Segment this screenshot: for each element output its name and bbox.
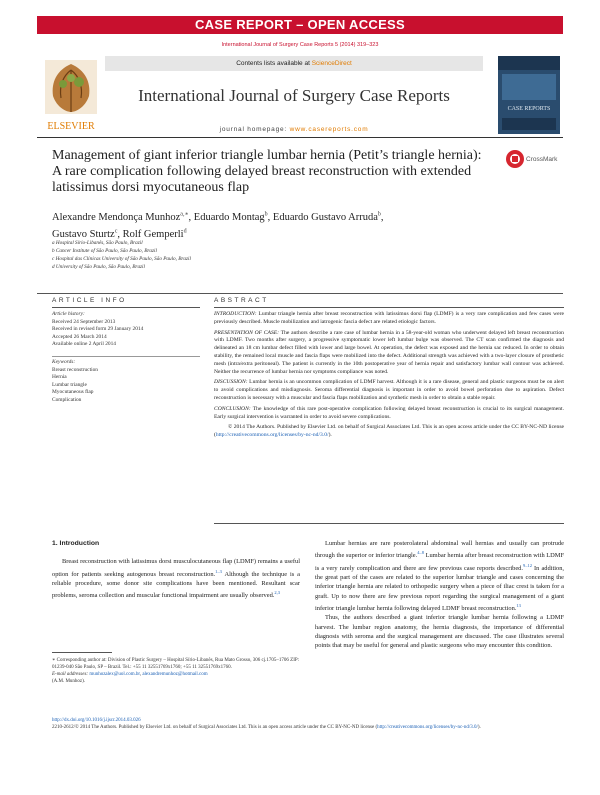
footnote-rule xyxy=(52,652,112,653)
abstract-presentation: PRESENTATION OF CASE: The authors describe a rare case of lumbar hernia in a 58-year-old woman who underwent delayed left breast reconstruction with LDMF. Two months after surgery, a progressive symptomatic lower left lumbar bulge was observed. The CT scan confirmed the diagnosis and delineated an 18 cm lumbar defect filled with lower and large bowel. At operation, the defect was exposed and the hernia sac reduced. In order to obtain stability, the remained local muscle and fascia flaps were mobilized into the defect. Additional strength was achieved with a two-layer closure of prosthetic mesh (intra/extra peritoneal). The patient is currently in the 10th postoperative year of hernia repair and satisfactory lumbar wall contour was achieved. Neither the recurrence of lumbar hernia nor symptoms compliance was noted. xyxy=(214,329,564,375)
author[interactable]: Alexandre Mendonça Munhoz$^{a,∗}$, xyxy=(52,211,194,223)
case-report-banner: CASE REPORT – OPEN ACCESS xyxy=(37,16,563,34)
doi-footer: http://dx.doi.org/10.1016/j.ijscr.2014.03.026 2210-2612/© 2014 The Authors. Published by Elsevier Ltd. on behalf of Surgical Associates Ltd. This is an open access article under the CC BY-NC-ND license (http://creativecommons.org/licenses/by-nc-nd/3.0/). xyxy=(52,718,564,731)
history-item: Received 24 September 2013 xyxy=(52,318,116,325)
abstract-divider xyxy=(214,307,564,308)
intro-paragraph-2: Lumbar hernias are rare posterolateral abdominal wall hernias and usually can protrude through the superior or inferior triangle.$^{4-8}$ Lumbar hernia after breast reconstruction with LDMF is a very rarely complication and there are few previous case reports described.$^{9-12}$ In addition, the great part of the cases are related to the superior lumbar triangle and cases concerning the inferior triangle hernia are related to orthopedic surgery when a piece of iliac crest is taken for a graft. Up to now there are few previous report regarding the surgical management of a giant inferior triangle lumbar hernia following delayed LDMF breast reconstruction.$^{13}$ xyxy=(315,540,565,613)
keyword: Lumbar triangle xyxy=(52,381,87,388)
citation-link[interactable]: 13 xyxy=(516,603,521,609)
author[interactable]: Gustavo Sturtz$^c$, xyxy=(52,228,123,240)
homepage-link[interactable]: www.casereports.com xyxy=(289,126,369,133)
article-title: Management of giant inferior triangle lumbar hernia (Petit’s triangle hernia): A rare complication following delayed breast reconstruction with extended latissimus dorsi myocutaneous flap xyxy=(52,148,482,195)
intro-heading: 1. Introduction xyxy=(52,540,100,547)
corresponding-author: ∗ Corresponding author at: Division of Plastic Surgery – Hospital Sírio-Libanês, Rua Mato Grosso, 306 cj.1705–1706 ZIP: 01239-040 São Paulo, SP – Brazil. Tel.: +55 11 32551769x1760; +55 11 32551769x1760. xyxy=(52,658,300,670)
abstract-heading: ABSTRACT xyxy=(214,297,269,304)
affiliation: a Hospital Sírio-Libanês, São Paulo, Brazil xyxy=(52,240,143,246)
publisher-logo-text: ELSEVIER xyxy=(47,121,95,132)
journal-cover-thumbnail[interactable] xyxy=(498,56,560,134)
author[interactable]: Rolf Gemperli$^d$ xyxy=(122,228,187,240)
history-item: Available online 2 April 2014 xyxy=(52,341,116,348)
cover-title: CASE REPORTS xyxy=(507,106,551,112)
intro-right-column xyxy=(315,539,564,651)
abstract-conclusion: CONCLUSION: The knowledge of this rare post-operative complication following delayed breast reconstruction is crucial to its surgical management. Early surgical intervention is warranted in order to avoid severe complications. xyxy=(214,405,564,420)
contents-prefix: Contents lists available at xyxy=(236,60,312,67)
abstract-end-divider xyxy=(214,523,564,524)
article-info xyxy=(52,311,200,405)
history-item: Received in revised form 29 January 2014 xyxy=(52,326,144,333)
elsevier-logo-icon xyxy=(37,56,105,136)
crossmark-icon xyxy=(505,149,525,171)
journal-citation[interactable]: International Journal of Surgery Case Reports 5 (2014) 319–323 xyxy=(221,42,379,48)
history-item: Accepted 26 March 2014 xyxy=(52,333,107,340)
journal-homepage xyxy=(105,126,483,136)
abstract-copyright: © 2014 The Authors. Published by Elsevier Ltd. on behalf of Surgical Associates Ltd. This is an open access article under the CC BY-NC-ND license (http://creativecommons.org/licenses/by-nc-nd/3.0/). xyxy=(214,424,564,439)
doi-link[interactable]: http://dx.doi.org/10.1016/j.ijscr.2014.03.026 xyxy=(52,718,141,723)
email-owner: (A.M. Munhoz). xyxy=(52,679,86,684)
issn-text: 2210-2612/© 2014 The Authors. Published by Elsevier Ltd. on behalf of Surgical Associates Ltd. This is an open access article under the CC BY-NC-ND license ( xyxy=(52,724,378,730)
license-link[interactable]: http://creativecommons.org/licenses/by-nc-nd/3.0/ xyxy=(215,432,329,439)
keyword: Breast reconstruction xyxy=(52,366,98,373)
keyword: Complication xyxy=(52,396,82,403)
affiliation: c Hospital das Clínicas University of São Paulo, São Paulo, Brazil xyxy=(52,256,191,262)
abstract-discussion: DISCUSSION: Lumbar hernia is an uncommon complication of LDMF harvest. Although it is a rare disease, general and plastic surgeons must be on alert to avoid complications and misdiagnosis. Seroma differential diagnosis is important in order to avoid bowel perforation due to aspiration. Defect reconstruction is necessary with a muscular and fascia flaps mobilization and synthetic mesh in order to obtain a stable repair. xyxy=(214,379,564,401)
keyword: Myocutaneous flap xyxy=(52,389,94,396)
affiliations xyxy=(52,239,352,271)
email-label: E-mail addresses: xyxy=(52,672,90,677)
affiliation: d University of São Paulo, São Paulo, Brazil xyxy=(52,264,145,270)
author[interactable]: Eduardo Montag$^b$, xyxy=(193,211,273,223)
crossmark-label: CrossMark xyxy=(526,156,558,163)
intro-paragraph-1: Breast reconstruction with latissimus dorsi musculocutaneous flap (LDMF) remains a useful option for patients seeking autogenous breast reconstruction.$^{1-3}$ Although the technique is a reliable procedure, some donor site complications have been mentioned. Resultant scar problems, seroma collection and muscular functional impairment are usually observed.$^{2,3}$ xyxy=(52,558,300,600)
abstract-body xyxy=(214,311,564,443)
citation-link[interactable]: 4–8 xyxy=(417,550,424,556)
keyword: Hernia xyxy=(52,374,67,381)
article-info-heading: ARTICLE INFO xyxy=(52,297,127,304)
citation-link[interactable]: 1–3 xyxy=(215,568,222,574)
keywords-label: Keywords: xyxy=(52,358,76,365)
license-link[interactable]: http://creativecommons.org/licenses/by-nc-nd/3.0/ xyxy=(377,724,478,730)
affiliation: b Cancer Institute of São Paulo, São Paulo, Brazil xyxy=(52,248,157,254)
crossmark-badge[interactable] xyxy=(505,149,563,171)
email-link[interactable]: alexandremunhoz@hotmail.com xyxy=(142,672,208,677)
author-list xyxy=(52,207,492,242)
info-divider xyxy=(52,307,200,308)
citation-link[interactable]: 2,3 xyxy=(274,590,280,596)
author[interactable]: Eduardo Gustavo Arruda$^b$, xyxy=(272,211,384,223)
journal-title: International Journal of Surgery Case Reports xyxy=(138,86,450,105)
corresponding-author-footnote: ∗ Corresponding author at: Division of Plastic Surgery – Hospital Sírio-Libanês, Rua Mato Grosso, 306 cj.1705–1706 ZIP: 01239-040 São Paulo, SP – Brazil. Tel.: +55 11 32551769x1760; +55 11 32551769x1760. E-mail addresses: munhozalex@uol.com.br, alexandremunhoz@hotmail.com (A.M. Munhoz). xyxy=(52,657,302,685)
intro-left-column xyxy=(52,539,300,601)
citation-link[interactable]: 9–12 xyxy=(522,562,532,568)
intro-paragraph-3: Thus, the authors described a giant inferior triangle lumbar hernia following a LDMF harvest. The lumbar region anatomy, the hernia diagnosis, the importance of differential diagnosis with seroma and the surgical management are discussed. The case illustrates several points that may be useful for general and plastic surgeons who may encounter this condition. xyxy=(315,614,564,650)
contents-line xyxy=(105,56,483,71)
sciencedirect-link[interactable]: ScienceDirect xyxy=(311,60,352,67)
history-label: Article history: xyxy=(52,311,85,317)
homepage-label: journal homepage: xyxy=(219,126,290,133)
top-divider xyxy=(37,293,563,294)
abstract-introduction: INTRODUCTION: Lumbar triangle hernia after breast reconstruction with latissimus dorsi flap (LDMF) is a very rare complication and few cases were previously described. Muscle mobilization and iatrogenic fascia defect are related etiologic factors. xyxy=(214,311,564,325)
email-link[interactable]: munhozalex@uol.com.br xyxy=(89,672,140,677)
